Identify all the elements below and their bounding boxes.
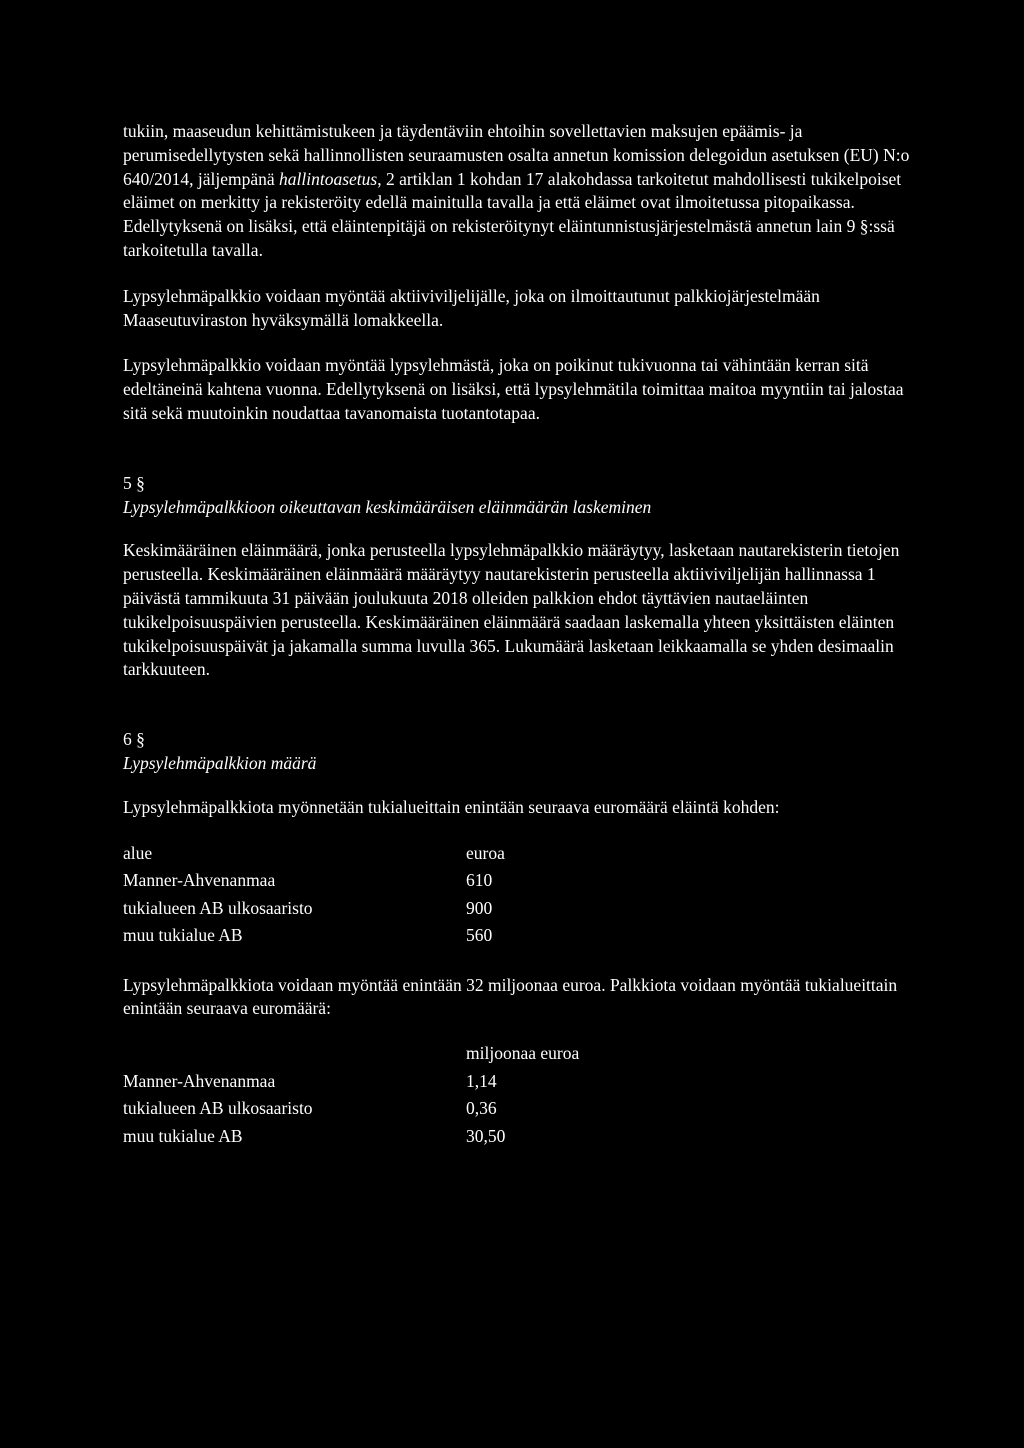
amount-cell: 900 <box>466 897 493 918</box>
region-cell: muu tukialue AB <box>123 1125 243 1146</box>
amount-cell: 0,36 <box>466 1098 497 1119</box>
section-5 <box>123 472 913 682</box>
column-header-region: alue <box>123 842 153 863</box>
region-cell: Manner-Ahvenanmaa <box>123 870 276 891</box>
region-cell: tukialueen AB ulkosaaristo <box>123 897 313 918</box>
document-body <box>123 120 913 1152</box>
amount-cell: 1,14 <box>466 1070 497 1091</box>
table-row <box>123 869 505 897</box>
table-row <box>123 1097 579 1125</box>
amount-cell: 30,50 <box>466 1125 506 1146</box>
column-header-euros: euroa <box>466 842 505 863</box>
column-header-million-euros: miljoonaa euroa <box>466 1043 580 1064</box>
amount-cell: 610 <box>466 870 493 891</box>
table-row <box>123 1125 579 1153</box>
amount-cell: 560 <box>466 925 493 946</box>
intro-paragraph-1 <box>123 120 913 263</box>
table-row <box>123 897 505 925</box>
section-5-body: Keskimääräinen eläinmäärä, jonka perusteella lypsylehmäpalkkio määräytyy, lasketaan nautarekisterin tietojen perusteella. Keskimääräinen eläinmäärä määräytyy nautarekisterin perusteella aktiiviviljelijän hallinnassa 1 päivästä tammikuuta 31 päivään joulukuuta 2018 olleiden palkkion ehdot täyttävien nautaeläinten tukikelpoisuuspäivien perusteella. Keskimääräinen eläinmäärä saadaan laskemalla yhteen yksittäisten eläinten tukikelpoisuuspäivät ja jakamalla summa luvulla 365. Lukumäärä lasketaan leikkaamalla se yhden desimaalin tarkkuuteen. <box>123 540 900 680</box>
section-6-intro: Lypsylehmäpalkkiota myönnetään tukialueittain enintään seuraava euromäärä eläintä kohden: <box>123 796 780 817</box>
euro-per-animal-table <box>123 842 505 952</box>
section-6-budget-paragraph: Lypsylehmäpalkkiota voidaan myöntää enintään 32 miljoonaa euroa. Palkkiota voidaan myöntää tukialueittain enintään seuraava euromäärä: <box>123 974 898 1019</box>
section-6 <box>123 728 913 1152</box>
intro-paragraph-1-text-a: tukiin, maaseudun kehittämistukeen ja täydentäviin ehtoihin sovellettavien maksujen epäämis- ja perumisedellytysten sekä hallinnollisten seuraamusten osalta annetun komission delegoidun asetuksen (EU) N:o 640/2014, jäljempänä <box>123 121 910 189</box>
section-6-number: 6 § <box>123 729 145 750</box>
intro-paragraph-3: Lypsylehmäpalkkio voidaan myöntää lypsylehmästä, joka on poikinut tukivuonna tai vähintään kerran sitä edeltäneinä kahtena vuonna. Edellytyksenä on lisäksi, että lypsylehmätila toimittaa maitoa myyntiin tai jalostaa sitä sekä muutoinkin noudattaa tavanomaista tuotantotapaa. <box>123 355 904 423</box>
table-row <box>123 1070 579 1098</box>
section-6-title: Lypsylehmäpalkkion määrä <box>123 752 317 773</box>
section-5-number: 5 § <box>123 472 145 493</box>
region-cell: Manner-Ahvenanmaa <box>123 1070 276 1091</box>
region-cell: tukialueen AB ulkosaaristo <box>123 1098 313 1119</box>
million-euro-table <box>123 1042 579 1152</box>
table-row <box>123 924 505 952</box>
intro-paragraph-1-emphasis: hallintoasetus <box>279 168 378 189</box>
region-cell: muu tukialue AB <box>123 925 243 946</box>
section-5-title: Lypsylehmäpalkkioon oikeuttavan keskimääräisen eläinmäärän laskeminen <box>123 496 652 517</box>
table-header-row <box>123 1042 579 1070</box>
intro-paragraph-2: Lypsylehmäpalkkio voidaan myöntää aktiiviviljelijälle, joka on ilmoittautunut palkkiojärjestelmään Maaseutuviraston hyväksymällä lomakkeella. <box>123 285 820 330</box>
table-header-row <box>123 842 505 870</box>
column-header-blank <box>123 1042 466 1070</box>
intro-paragraph-1-text-b: , 2 artiklan 1 kohdan 17 alakohdassa tarkoitetut mahdollisesti tukikelpoiset eläimet on merkitty ja rekisteröity edellä mainitulla tavalla ja että eläimet ovat ilmoitetussa pitopaikassa. Edellytyksenä on lisäksi, että eläintenpitäjä on rekisteröitynyt eläintunnistusjärjestelmästä annetun lain 9 §:ssä tarkoitetulla tavalla. <box>123 168 902 260</box>
